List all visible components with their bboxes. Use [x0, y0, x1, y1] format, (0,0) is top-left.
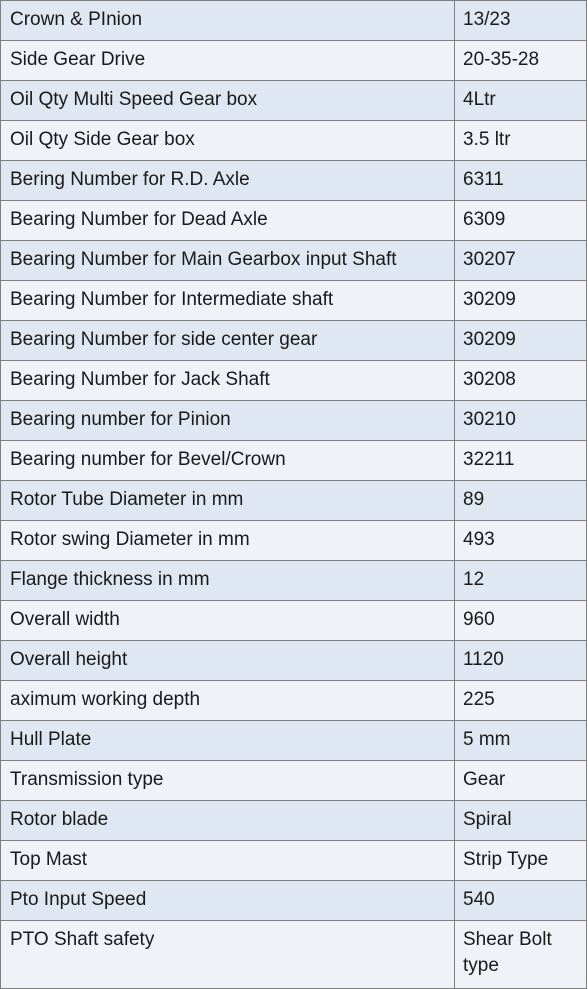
table-row	[1, 481, 587, 521]
specification-table-body	[1, 1, 587, 989]
row-value: 89	[455, 481, 587, 521]
row-value: 13/23	[455, 1, 587, 41]
row-label: Bearing Number for Main Gearbox input Shaft	[1, 241, 455, 281]
row-value: 20-35-28	[455, 41, 587, 81]
row-value: 1120	[455, 641, 587, 681]
row-label: Oil Qty Multi Speed Gear box	[1, 81, 455, 121]
table-row	[1, 761, 587, 801]
row-label: Bearing Number for Intermediate shaft	[1, 281, 455, 321]
table-row	[1, 1, 587, 41]
table-row	[1, 241, 587, 281]
row-label: Oil Qty Side Gear box	[1, 121, 455, 161]
table-row	[1, 441, 587, 481]
table-row	[1, 281, 587, 321]
row-value: 30208	[455, 361, 587, 401]
row-value: 960	[455, 601, 587, 641]
table-row	[1, 601, 587, 641]
row-label: PTO Shaft safety	[1, 921, 455, 989]
table-row	[1, 641, 587, 681]
row-label: Bearing Number for side center gear	[1, 321, 455, 361]
row-label: Hull Plate	[1, 721, 455, 761]
row-value: 6311	[455, 161, 587, 201]
table-row	[1, 921, 587, 989]
table-row	[1, 881, 587, 921]
row-value: 6309	[455, 201, 587, 241]
row-value: 12	[455, 561, 587, 601]
table-row	[1, 361, 587, 401]
table-row	[1, 801, 587, 841]
row-label: Overall width	[1, 601, 455, 641]
table-row	[1, 841, 587, 881]
table-row	[1, 201, 587, 241]
row-label: Flange thickness in mm	[1, 561, 455, 601]
table-row	[1, 681, 587, 721]
row-value: 493	[455, 521, 587, 561]
row-label: Bearing number for Pinion	[1, 401, 455, 441]
row-value: 30207	[455, 241, 587, 281]
row-value: 225	[455, 681, 587, 721]
row-label: Bering Number for R.D. Axle	[1, 161, 455, 201]
row-value: Shear Bolt type	[455, 921, 587, 989]
row-value: 540	[455, 881, 587, 921]
row-label: Transmission type	[1, 761, 455, 801]
row-value: Strip Type	[455, 841, 587, 881]
row-label: aximum working depth	[1, 681, 455, 721]
row-value: 4Ltr	[455, 81, 587, 121]
row-label: Side Gear Drive	[1, 41, 455, 81]
table-row	[1, 721, 587, 761]
row-label: Pto Input Speed	[1, 881, 455, 921]
row-value: 5 mm	[455, 721, 587, 761]
table-row	[1, 41, 587, 81]
row-label: Bearing Number for Dead Axle	[1, 201, 455, 241]
row-value: Spiral	[455, 801, 587, 841]
row-value: 32211	[455, 441, 587, 481]
row-label: Rotor blade	[1, 801, 455, 841]
row-value: 30210	[455, 401, 587, 441]
table-row	[1, 161, 587, 201]
row-label: Rotor Tube Diameter in mm	[1, 481, 455, 521]
row-value: 3.5 ltr	[455, 121, 587, 161]
row-value: 30209	[455, 281, 587, 321]
table-row	[1, 321, 587, 361]
table-row	[1, 401, 587, 441]
table-row	[1, 561, 587, 601]
row-label: Overall height	[1, 641, 455, 681]
row-value: 30209	[455, 321, 587, 361]
row-label: Crown & PInion	[1, 1, 455, 41]
table-row	[1, 521, 587, 561]
row-label: Bearing Number for Jack Shaft	[1, 361, 455, 401]
table-row	[1, 81, 587, 121]
row-value: Gear	[455, 761, 587, 801]
table-row	[1, 121, 587, 161]
row-label: Bearing number for Bevel/Crown	[1, 441, 455, 481]
row-label: Rotor swing Diameter in mm	[1, 521, 455, 561]
row-label: Top Mast	[1, 841, 455, 881]
